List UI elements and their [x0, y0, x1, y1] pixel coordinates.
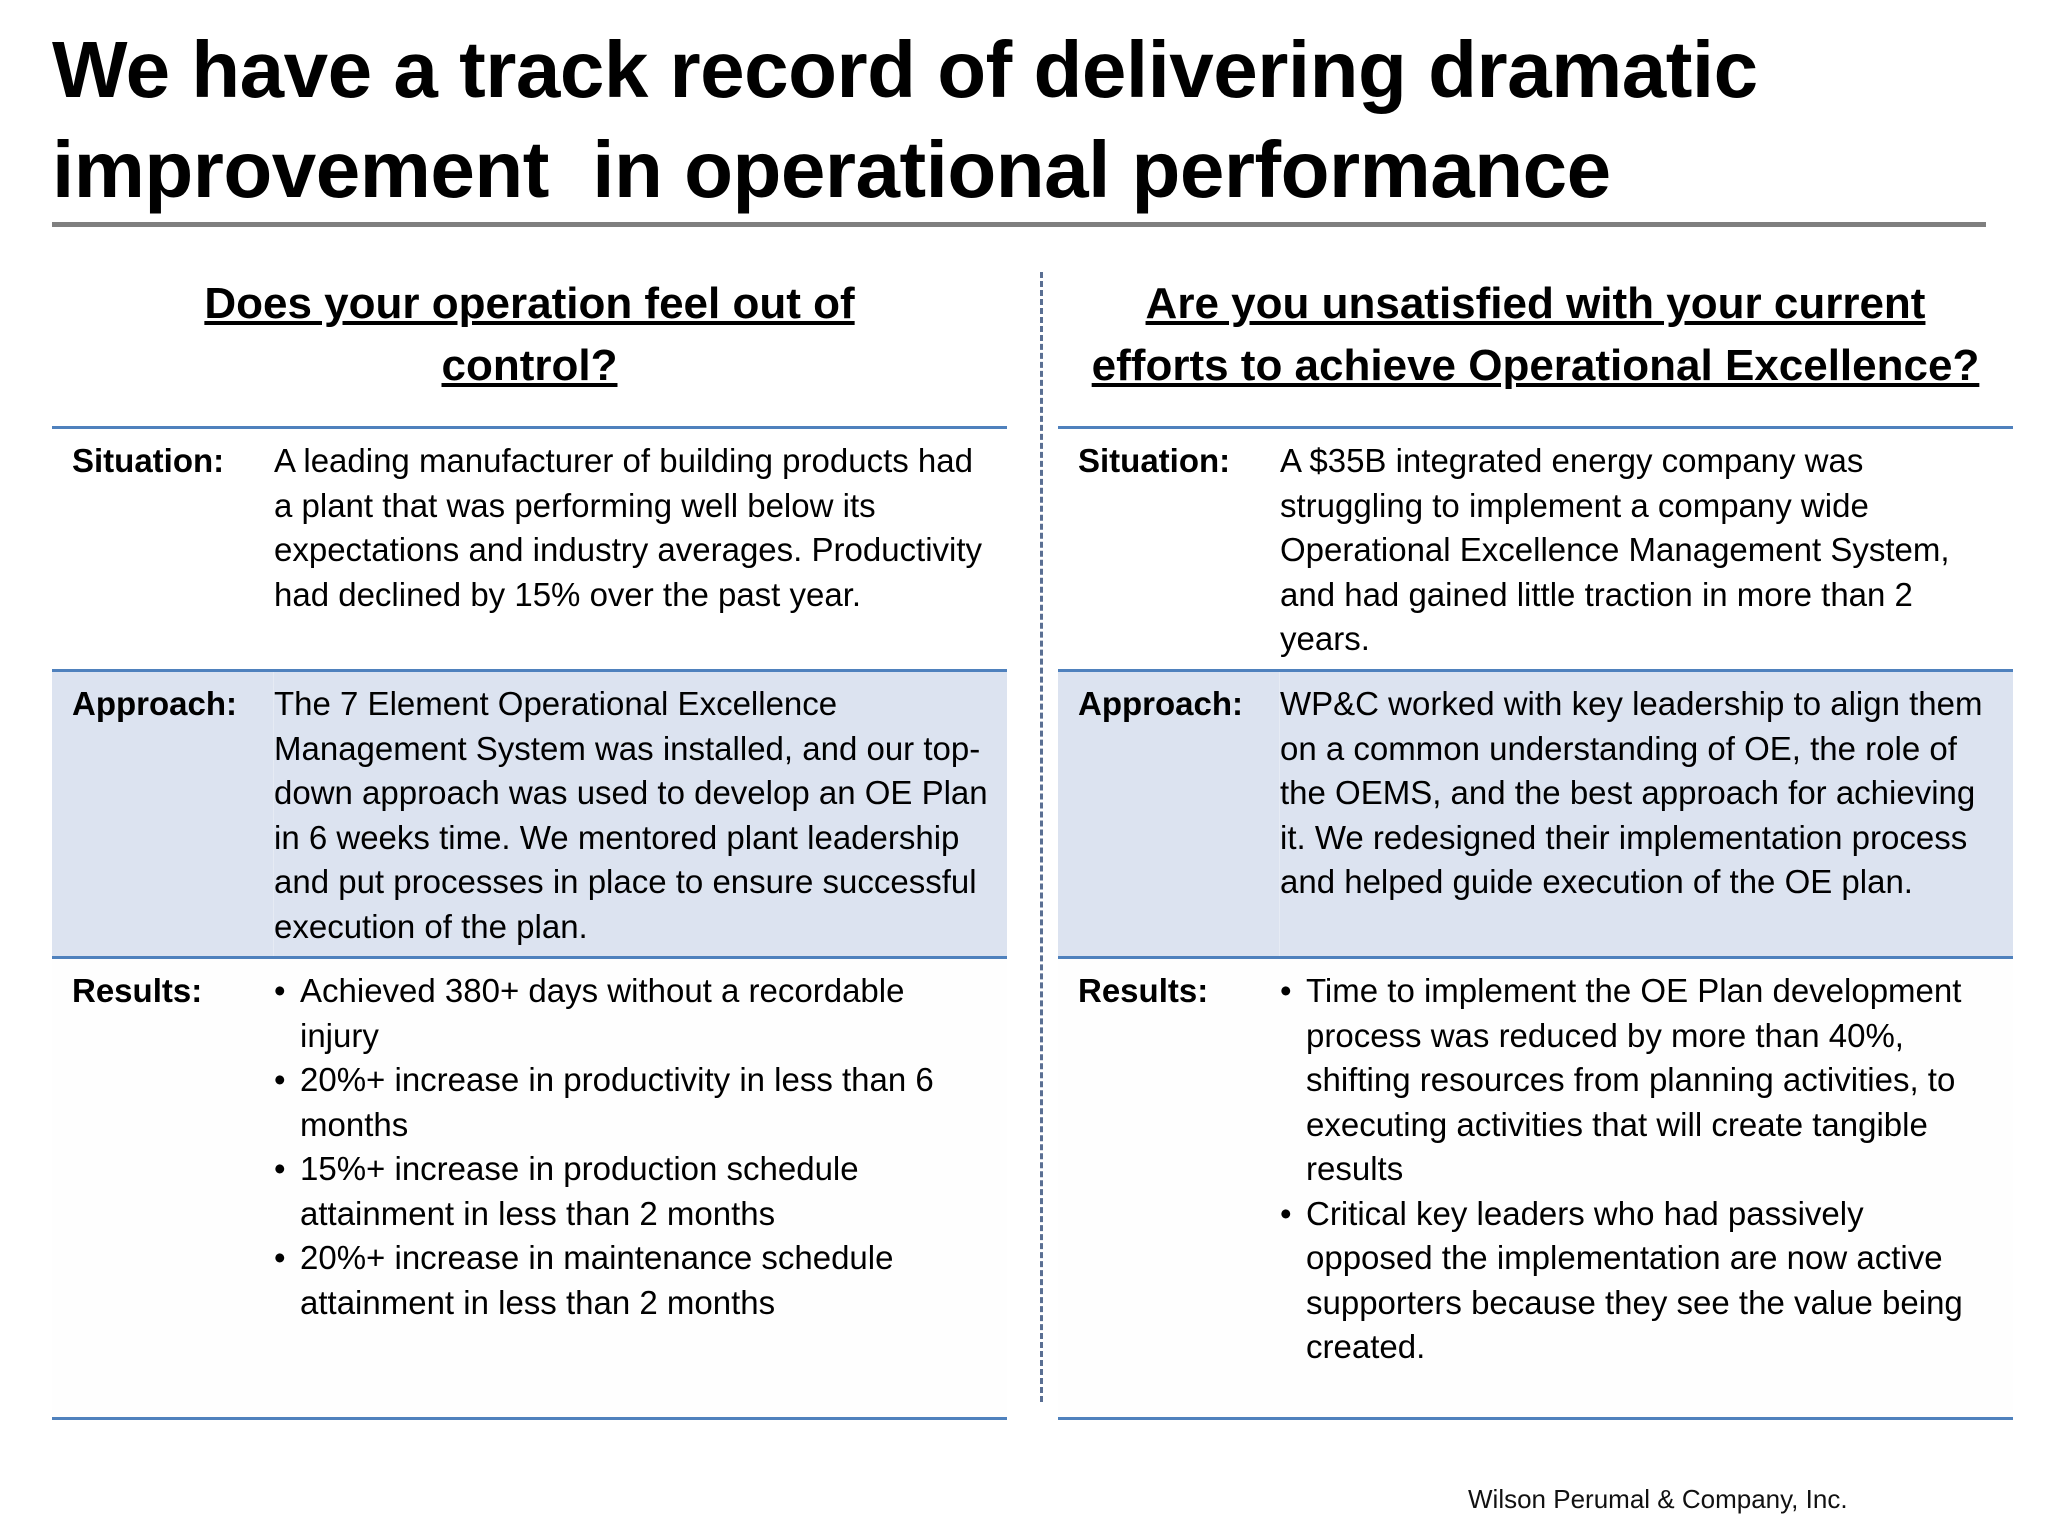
approach-row-right: [1058, 669, 2013, 956]
approach-label: Approach:: [52, 672, 274, 956]
case-study-left: [52, 270, 1007, 1420]
column-divider: [1040, 272, 1043, 1402]
situation-text-right: A $35B integrated energy company was struggling to implement a company wide Operational Excellence Management System, and had gained little traction in more than 2 years.: [1280, 442, 1950, 657]
results-label: Results:: [1078, 972, 1209, 1009]
results-label: Results:: [72, 972, 203, 1009]
results-row-right: [1058, 956, 2013, 1420]
result-item: • 15%+ increase in production schedule attainment in less than 2 months: [274, 1147, 989, 1236]
situation-text-left: A leading manufacturer of building products had a plant that was performing well below its expectations and industry averages. Productivity had declined by 15% over the past year.: [274, 442, 983, 613]
results-list-left: [274, 969, 989, 1325]
result-item: • 20%+ increase in maintenance schedule attainment in less than 2 months: [274, 1236, 989, 1325]
approach-text-left: The 7 Element Operational Excellence Management System was installed, and our top-down approach was used to develop an OE Plan in 6 weeks time. We mentored plant leadership and put processes in place to ensure successful execution of the plan.: [274, 685, 988, 945]
situation-row-left: [52, 426, 1007, 669]
approach-row-left: [52, 669, 1007, 956]
situation-label: Situation:: [72, 442, 225, 479]
case-study-right: [1058, 270, 2013, 1420]
company-footer: Wilson Perumal & Company, Inc.: [1468, 1484, 1848, 1514]
case-heading-right: Are you unsatisfied with your current efforts to achieve Operational Excellence?: [1091, 279, 1980, 390]
situation-row-right: [1058, 426, 2013, 669]
result-item: • 20%+ increase in productivity in less than 6 months: [274, 1058, 989, 1147]
situation-label: Situation:: [1078, 442, 1231, 479]
title-divider-line: [52, 222, 1986, 227]
results-list-right: [1280, 969, 1995, 1370]
slide-title: We have a track record of delivering dramatic improvement in operational performance: [52, 25, 1758, 214]
approach-label: Approach:: [1058, 672, 1280, 956]
results-row-left: [52, 956, 1007, 1420]
case-heading-left: Does your operation feel out of control?: [204, 279, 855, 390]
result-item: • Critical key leaders who had passively opposed the implementation are now active supporters because they see the value being created.: [1280, 1192, 1995, 1370]
result-item: • Achieved 380+ days without a recordable injury: [274, 969, 989, 1058]
result-item: • Time to implement the OE Plan development process was reduced by more than 40%, shifting resources from planning activities, to executing activities that will create tangible results: [1280, 969, 1995, 1192]
approach-text-right: WP&C worked with key leadership to align them on a common understanding of OE, the role of the OEMS, and the best approach for achieving it. We redesigned their implementation process and helped guide execution of the OE plan.: [1280, 685, 1983, 900]
